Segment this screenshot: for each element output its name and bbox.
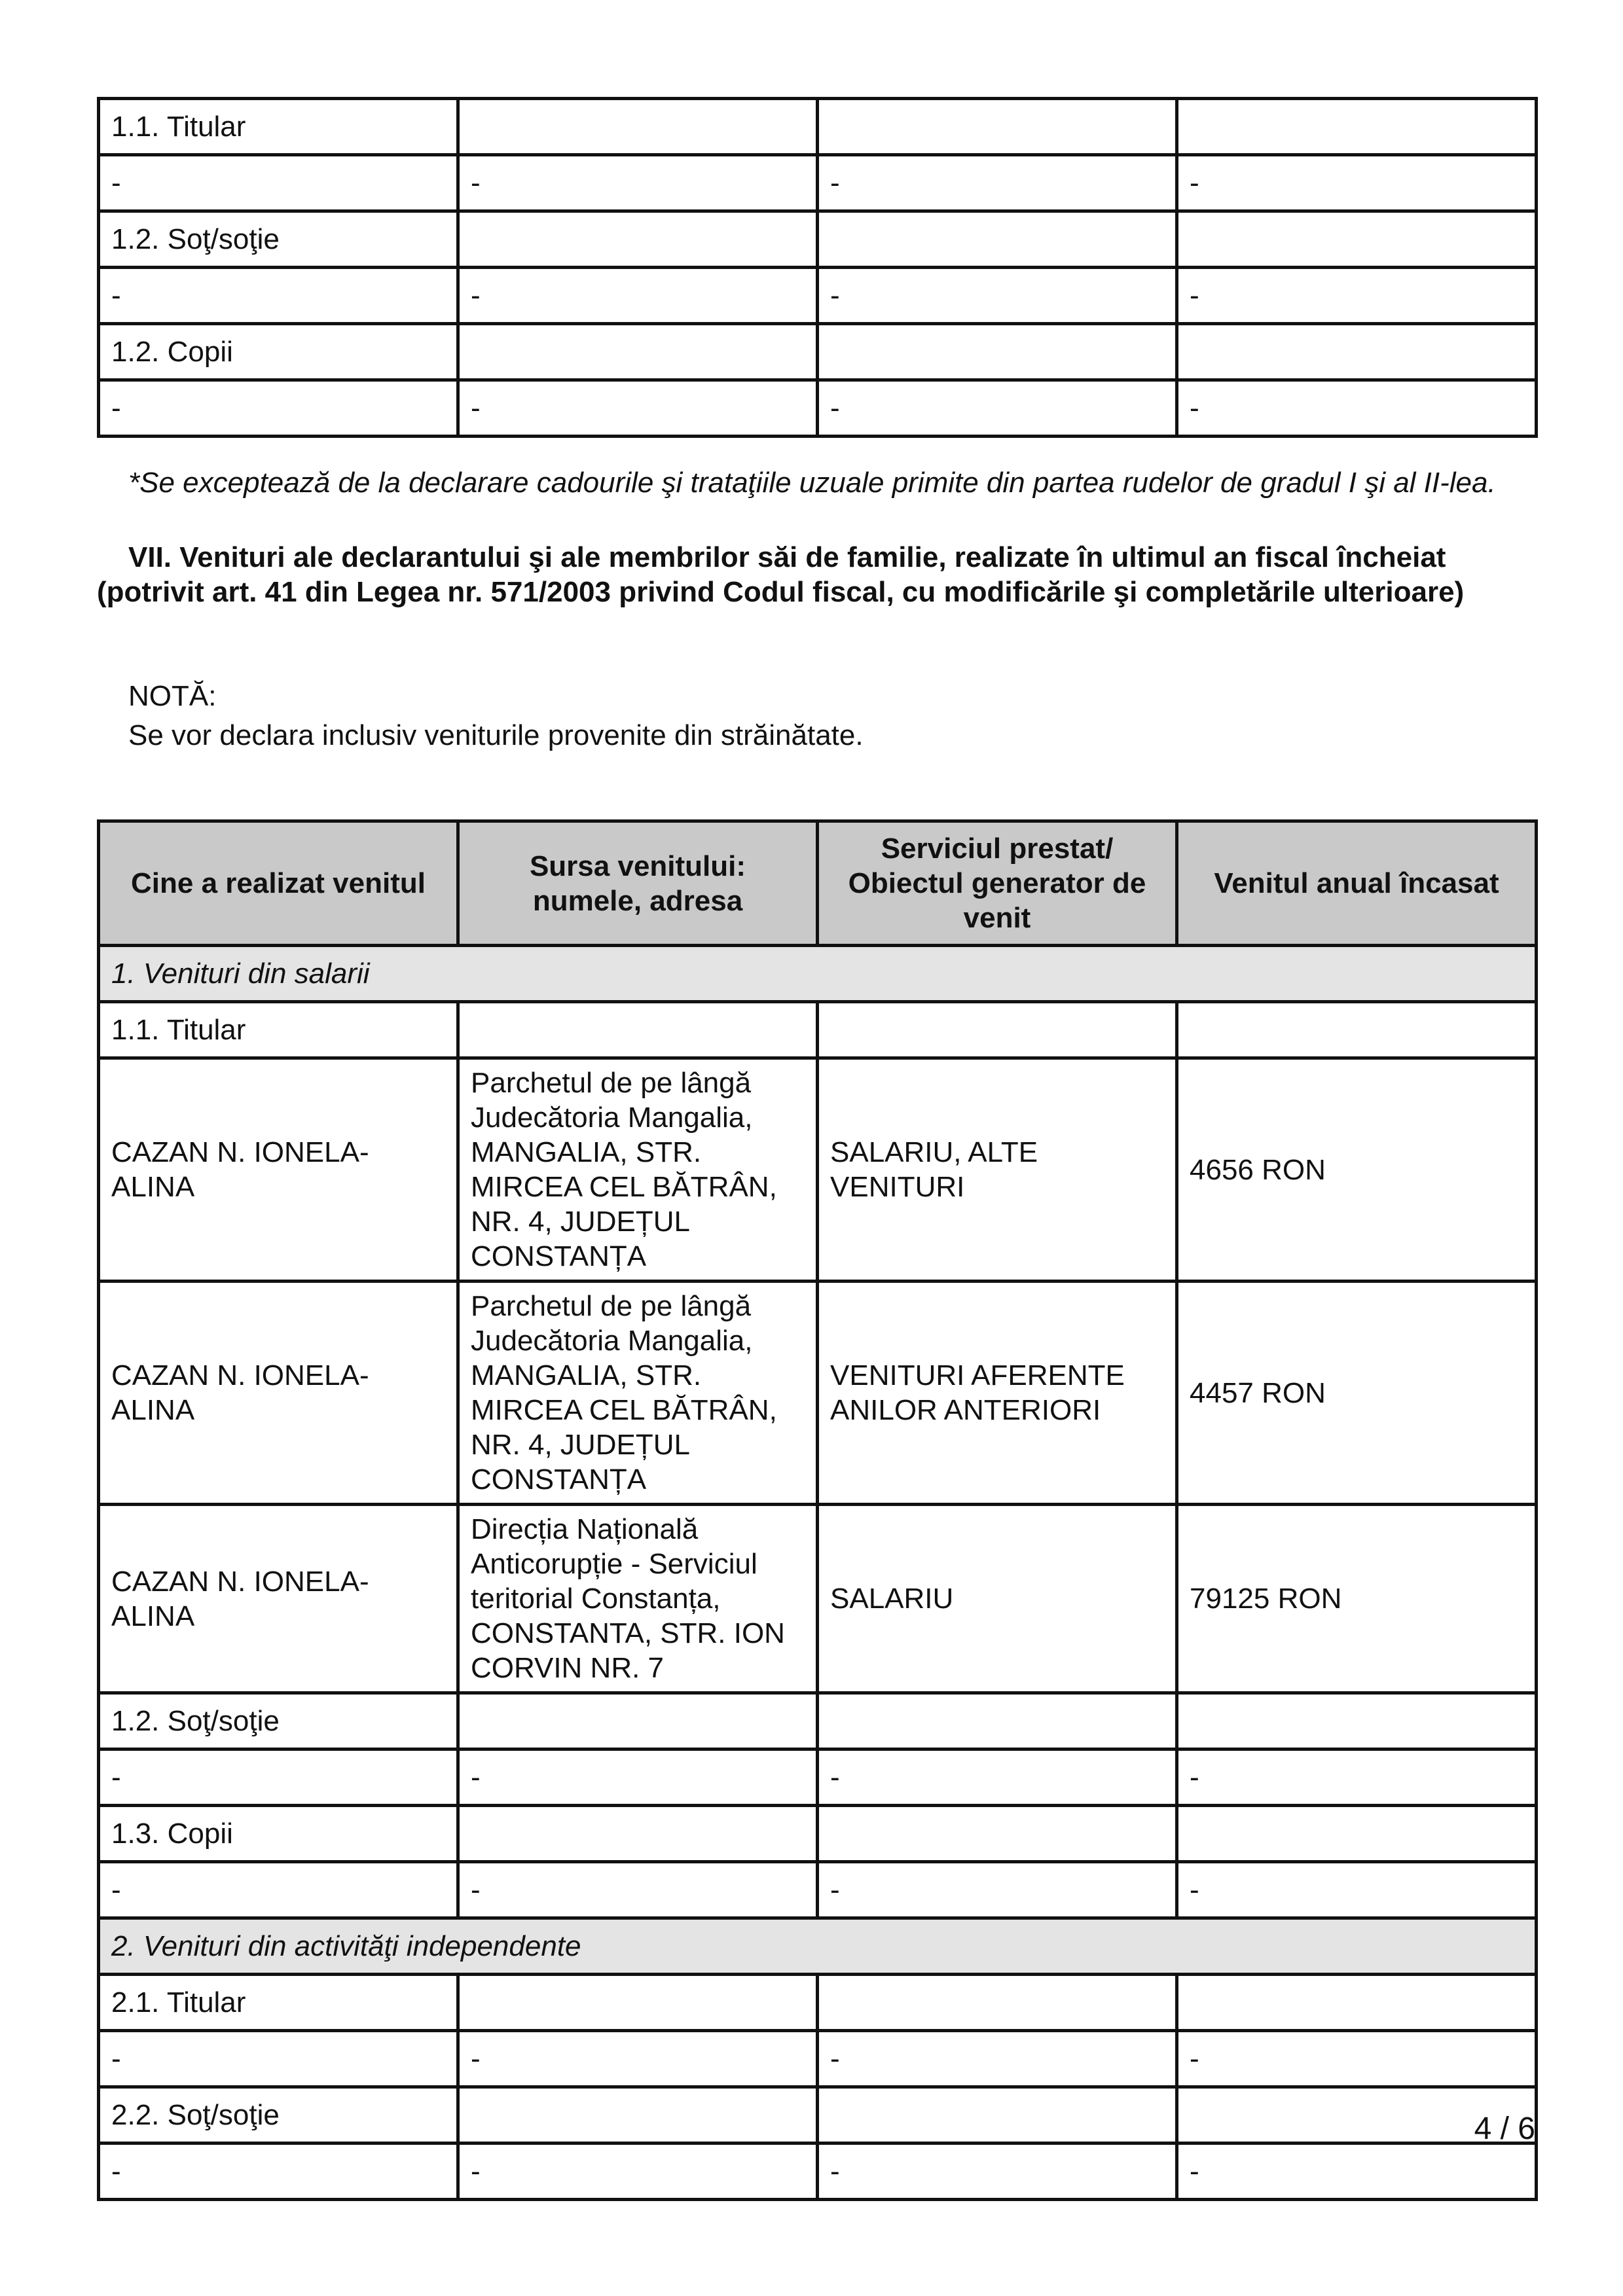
table-cell: - bbox=[818, 155, 1177, 211]
table-cell: - bbox=[458, 380, 818, 437]
table-cell bbox=[1177, 211, 1537, 268]
table-cell: Direcția Națională Anticorupție - Serviciul teritorial Constanța, CONSTANTA, STR. ION CORVIN NR. 7 bbox=[458, 1505, 818, 1693]
table-cell: 4457 RON bbox=[1177, 1282, 1537, 1505]
table-cell bbox=[458, 324, 818, 380]
table-row bbox=[99, 211, 1537, 268]
table-cell bbox=[1177, 324, 1537, 380]
table-cell: - bbox=[1177, 380, 1537, 437]
table-cell bbox=[458, 1693, 818, 1749]
table-cell: - bbox=[458, 155, 818, 211]
table-row bbox=[99, 1058, 1537, 1282]
table-cell: 1.3. Copii bbox=[99, 1806, 458, 1862]
table-cell bbox=[1177, 1806, 1537, 1862]
table-row bbox=[99, 1282, 1537, 1505]
table-cell: - bbox=[818, 1862, 1177, 1918]
table-row bbox=[99, 1505, 1537, 1693]
table-cell: CAZAN N. IONELA-ALINA bbox=[99, 1505, 458, 1693]
section-row bbox=[99, 946, 1537, 1002]
table-cell bbox=[818, 1806, 1177, 1862]
table-cell: - bbox=[1177, 2031, 1537, 2087]
section-title-cell: 1. Venituri din salarii bbox=[99, 946, 1537, 1002]
section-title-cell: 2. Venituri din activităţi independente bbox=[99, 1918, 1537, 1975]
table-row bbox=[99, 99, 1537, 155]
table-cell: 1.2. Soţ/soţie bbox=[99, 211, 458, 268]
table-cell: - bbox=[818, 2144, 1177, 2200]
table-cell: - bbox=[99, 155, 458, 211]
table-cell bbox=[458, 1975, 818, 2031]
table-cell: - bbox=[1177, 1862, 1537, 1918]
table-cell: - bbox=[1177, 268, 1537, 324]
section-title: VII. Venituri ale declarantului şi ale membrilor săi de familie, realizate în ultimul an fiscal încheiat (potrivit art. 41 din Legea nr. 571/2003 privind Codul fiscal, cu modificările şi completările ulterioare) bbox=[97, 541, 1465, 608]
table-cell: - bbox=[458, 268, 818, 324]
income-table bbox=[97, 819, 1538, 2201]
table-cell: 1.2. Copii bbox=[99, 324, 458, 380]
table-row bbox=[99, 1749, 1537, 1806]
table-cell: SALARIU, ALTE VENITURI bbox=[818, 1058, 1177, 1282]
table-cell bbox=[818, 99, 1177, 155]
table-cell: - bbox=[99, 1862, 458, 1918]
table-cell: CAZAN N. IONELA-ALINA bbox=[99, 1282, 458, 1505]
income-table-header-row bbox=[99, 821, 1537, 946]
table-cell bbox=[458, 1002, 818, 1058]
table-cell bbox=[818, 324, 1177, 380]
table-row bbox=[99, 1806, 1537, 1862]
table-cell: - bbox=[99, 2144, 458, 2200]
table-cell: 1.1. Titular bbox=[99, 1002, 458, 1058]
gifts-footnote: *Se exceptează de la declarare cadourile şi trataţiile uzuale primite din partea rudelor de gradul I şi al II-lea. bbox=[128, 467, 1496, 499]
table-cell: - bbox=[818, 268, 1177, 324]
page-number: 4 / 6 bbox=[1474, 2111, 1535, 2146]
table-cell: 1.2. Soţ/soţie bbox=[99, 1693, 458, 1749]
table-row bbox=[99, 324, 1537, 380]
table-cell bbox=[1177, 1002, 1537, 1058]
table-cell: - bbox=[818, 2031, 1177, 2087]
note-text: Se vor declara inclusiv veniturile provenite din străinătate. bbox=[128, 719, 864, 751]
table-cell bbox=[1177, 99, 1537, 155]
table-cell: Parchetul de pe lângă Judecătoria Mangalia, MANGALIA, STR. MIRCEA CEL BĂTRÂN, NR. 4, JUDEȚUL CONSTANȚA bbox=[458, 1058, 818, 1282]
table-cell: - bbox=[1177, 155, 1537, 211]
table-cell: - bbox=[99, 268, 458, 324]
table-cell bbox=[818, 1975, 1177, 2031]
table-cell: - bbox=[1177, 2144, 1537, 2200]
table-cell bbox=[818, 211, 1177, 268]
header-service: Serviciul prestat/ Obiectul generator de venit bbox=[818, 821, 1177, 946]
table-cell: 2.2. Soţ/soţie bbox=[99, 2087, 458, 2144]
table-cell: - bbox=[458, 2144, 818, 2200]
table-cell: - bbox=[99, 380, 458, 437]
table-cell: 4656 RON bbox=[1177, 1058, 1537, 1282]
table-cell: VENITURI AFERENTE ANILOR ANTERIORI bbox=[818, 1282, 1177, 1505]
note-label: NOTĂ: bbox=[128, 680, 217, 712]
table-cell bbox=[818, 2087, 1177, 2144]
table-row bbox=[99, 380, 1537, 437]
table-cell: 79125 RON bbox=[1177, 1505, 1537, 1693]
table-cell: - bbox=[818, 380, 1177, 437]
table-cell: - bbox=[99, 1749, 458, 1806]
table-cell bbox=[818, 1002, 1177, 1058]
table-cell: - bbox=[458, 1862, 818, 1918]
table-row bbox=[99, 1975, 1537, 2031]
table-cell bbox=[1177, 1975, 1537, 2031]
table-cell bbox=[458, 1806, 818, 1862]
table-row bbox=[99, 1862, 1537, 1918]
table-row bbox=[99, 2144, 1537, 2200]
table-cell: SALARIU bbox=[818, 1505, 1177, 1693]
table-cell: 2.1. Titular bbox=[99, 1975, 458, 2031]
table-cell bbox=[1177, 1693, 1537, 1749]
table-cell: 1.1. Titular bbox=[99, 99, 458, 155]
table-cell: - bbox=[458, 1749, 818, 1806]
table-row bbox=[99, 1693, 1537, 1749]
table-cell: - bbox=[1177, 1749, 1537, 1806]
table-cell: - bbox=[458, 2031, 818, 2087]
table-cell: - bbox=[818, 1749, 1177, 1806]
table-cell: Parchetul de pe lângă Judecătoria Mangalia, MANGALIA, STR. MIRCEA CEL BĂTRÂN, NR. 4, JUDEȚUL CONSTANȚA bbox=[458, 1282, 818, 1505]
section-row bbox=[99, 1918, 1537, 1975]
table-cell bbox=[818, 1693, 1177, 1749]
table-cell bbox=[458, 99, 818, 155]
table-row bbox=[99, 1002, 1537, 1058]
table-cell: - bbox=[99, 2031, 458, 2087]
table-row bbox=[99, 2087, 1537, 2144]
table-row bbox=[99, 155, 1537, 211]
table-cell bbox=[458, 2087, 818, 2144]
table-cell: CAZAN N. IONELA-ALINA bbox=[99, 1058, 458, 1282]
header-who: Cine a realizat venitul bbox=[99, 821, 458, 946]
gifts-continuation-table bbox=[97, 97, 1538, 438]
header-source: Sursa venitului: numele, adresa bbox=[458, 821, 818, 946]
table-cell bbox=[458, 211, 818, 268]
header-annual-income: Venitul anual încasat bbox=[1177, 821, 1537, 946]
table-row bbox=[99, 268, 1537, 324]
table-row bbox=[99, 2031, 1537, 2087]
